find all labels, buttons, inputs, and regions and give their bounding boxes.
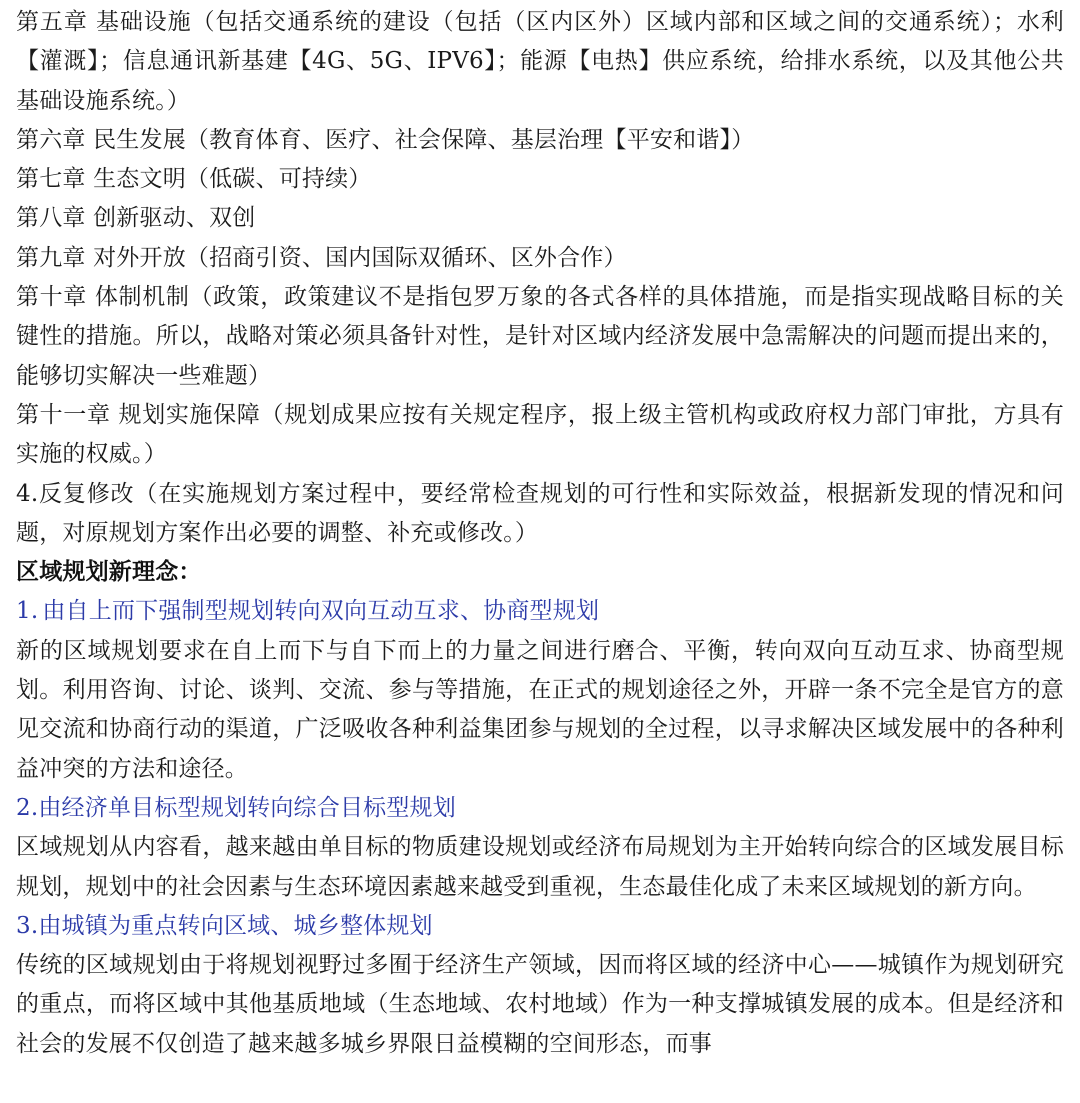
chapter-6-paragraph: 第六章 民生发展（教育体育、医疗、社会保障、基层治理【平安和谐】） <box>16 126 755 153</box>
chapter-11-paragraph: 第十一章 规划实施保障（规划成果应按有关规定程序，报上级主管机构或政府权力部门审批，方具有实施的权威。） <box>16 401 1064 468</box>
concept-1-heading <box>16 592 1064 631</box>
concept-2-heading-text: 由经济单目标型规划转向综合目标型规划 <box>38 794 456 821</box>
concept-1-heading-text: 由自上而下强制型规划转向双向互动互求、协商型规划 <box>42 598 600 625</box>
chapter-8-paragraph: 第八章 创新驱动、双创 <box>16 205 256 232</box>
concept-3-heading-text: 由城镇为重点转向区域、城乡整体规划 <box>38 912 433 939</box>
document-page <box>16 3 1064 1064</box>
chapter-10-paragraph: 第十章 体制机制（政策，政策建议不是指包罗万象的各式各样的具体措施，而是指实现战略目标的关键性的措施。所以，战略对策必须具备针对性，是针对区域内经济发展中急需解决的问题而提出来的，能够切实解决一些难题） <box>16 284 1064 389</box>
concept-2-number: 2. <box>16 794 39 821</box>
concept-1-body: 新的区域规划要求在自上而下与自下而上的力量之间进行磨合、平衡，转向双向互动互求、协商型规划。利用咨询、讨论、谈判、交流、参与等措施，在正式的规划途径之外，开辟一条不完全是官方的意见交流和协商行动的渠道，广泛吸收各种利益集团参与规划的全过程，以寻求解决区域发展中的各种利益冲突的方法和途径。 <box>16 637 1064 782</box>
section-title: 区域规划新理念： <box>16 559 202 586</box>
concept-3-heading <box>16 907 1064 946</box>
concept-2-body: 区域规划从内容看，越来越由单目标的物质建设规划或经济布局规划为主开始转向综合的区域发展目标规划，规划中的社会因素与生态环境因素越来越受到重视，生态最佳化成了未来区域规划的新方向。 <box>16 834 1064 900</box>
chapter-7-paragraph: 第七章 生态文明（低碳、可持续） <box>16 166 372 193</box>
concept-1-number: 1. <box>16 598 39 625</box>
chapter-5-paragraph: 第五章 基础设施（包括交通系统的建设（包括（区内区外）区域内部和区域之间的交通系统）；水利【灌溉】；信息通讯新基建【4G、5G、IPV6】；能源【电热】供应系统，给排水系统，以及其他公共基础设施系统。） <box>16 9 1064 114</box>
chapter-9-paragraph: 第九章 对外开放（招商引资、国内国际双循环、区外合作） <box>16 244 627 271</box>
concept-3-body: 传统的区域规划由于将规划视野过多囿于经济生产领域，因而将区域的经济中心——城镇作为规划研究的重点，而将区域中其他基质地域（生态地域、农村地域）作为一种支撑城镇发展的成本。但是经济和社会的发展不仅创造了越来越多城乡界限日益模糊的空间形态，而事 <box>16 952 1064 1057</box>
concept-3-number: 3. <box>16 912 39 939</box>
step-4-paragraph: 4.反复修改（在实施规划方案过程中，要经常检查规划的可行性和实际效益，根据新发现的情况和问题，对原规划方案作出必要的调整、补充或修改。） <box>16 480 1064 546</box>
concept-2-heading <box>16 789 1064 828</box>
